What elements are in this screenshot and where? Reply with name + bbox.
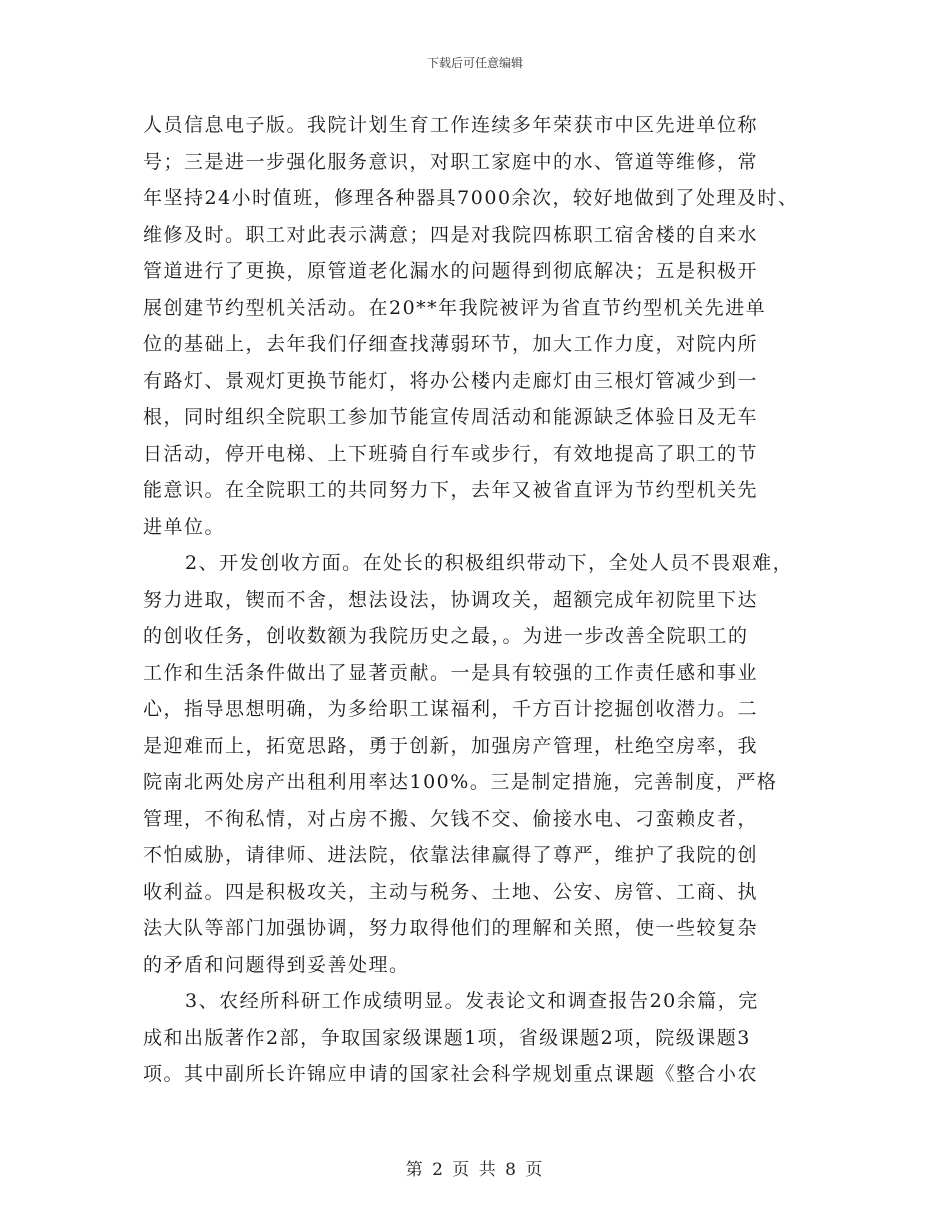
page-header: 下载后可任意编辑 — [426, 56, 523, 70]
text-line: 努力进取，锲而不舍，想法设法，协调攻关，超额完成年初院里下达 — [143, 588, 759, 611]
text-line: 工作和生活条件做出了显著贡献。一是具有较强的工作责任感和事业 — [143, 661, 759, 684]
text-line: 日活动，停开电梯、上下班骑自行车或步行，有效地提高了职工的节 — [143, 442, 759, 465]
text-line: 项。其中副所长许锦应申请的国家社会科学规划重点课题《整合小农 — [143, 1063, 759, 1085]
text-line: 管理，不徇私情，对占房不搬、欠钱不交、偷接水电、刁蛮赖皮者， — [143, 807, 759, 830]
text-line: 收利益。四是积极攻关，主动与税务、土地、公安、房管、工商、执 — [143, 880, 759, 903]
text-line: 展创建节约型机关活动。在20**年我院被评为省直节约型机关先进单 — [143, 296, 767, 319]
text-line: 3、农经所科研工作成绩明显。发表论文和调查报告20余篇，完 — [185, 990, 759, 1012]
text-line: 维修及时。职工对此表示满意；四是对我院四栋职工宿舍楼的自来水 — [143, 223, 759, 246]
text-line: 法大队等部门加强协调，努力取得他们的理解和关照，使一些较复杂 — [143, 917, 759, 939]
text-line: 不怕威胁，请律师、进法院，依靠法律赢得了尊严，维护了我院的创 — [143, 844, 759, 866]
text-line: 有路灯、景观灯更换节能灯，将办公楼内走廊灯由三根灯管减少到一 — [143, 369, 759, 392]
text-line: 是迎难而上，拓宽思路，勇于创新，加强房产管理，杜绝空房率，我 — [143, 734, 759, 757]
text-line: 根，同时组织全院职工参加节能宣传周活动和能源缺乏体验日及无车 — [143, 406, 759, 428]
text-line: 2、开发创收方面。在处长的积极组织带动下，全处人员不畏艰难， — [185, 552, 794, 574]
text-line: 院南北两处房产出租利用率达100%。三是制定措施，完善制度，严格 — [143, 771, 778, 793]
text-line: 的矛盾和问题得到妥善处理。 — [143, 953, 410, 976]
text-line: 位的基础上，去年我们仔细查找薄弱环节，加大工作力度，对院内所 — [143, 333, 759, 355]
text-line: 能意识。在全院职工的共同努力下，去年又被省直评为节约型机关先 — [143, 479, 759, 501]
text-line: 人员信息电子版。我院计划生育工作连续多年荣获市中区先进单位称 — [143, 114, 759, 136]
page-footer: 第 2 页 共 8 页 — [405, 1160, 545, 1180]
text-line: 心，指导思想明确，为多给职工谋福利，千方百计挖掘创收潜力。二 — [143, 698, 759, 720]
text-line: 进单位。 — [143, 515, 226, 538]
document-body — [143, 107, 823, 1093]
text-line: 年坚持24小时值班，修理各种器具7000余次，较好地做到了处理及时、 — [143, 187, 799, 209]
text-line: 管道进行了更换，原管道老化漏水的问题得到彻底解决；五是积极开 — [143, 260, 759, 282]
text-line: 成和出版著作2部，争取国家级课题1项，省级课题2项，院级课题3 — [143, 1026, 751, 1049]
text-line: 号；三是进一步强化服务意识，对职工家庭中的水、管道等维修，常 — [143, 150, 759, 173]
text-line: 的创收任务，创收数额为我院历史之最，。为进一步改善全院职工的 — [143, 625, 749, 647]
